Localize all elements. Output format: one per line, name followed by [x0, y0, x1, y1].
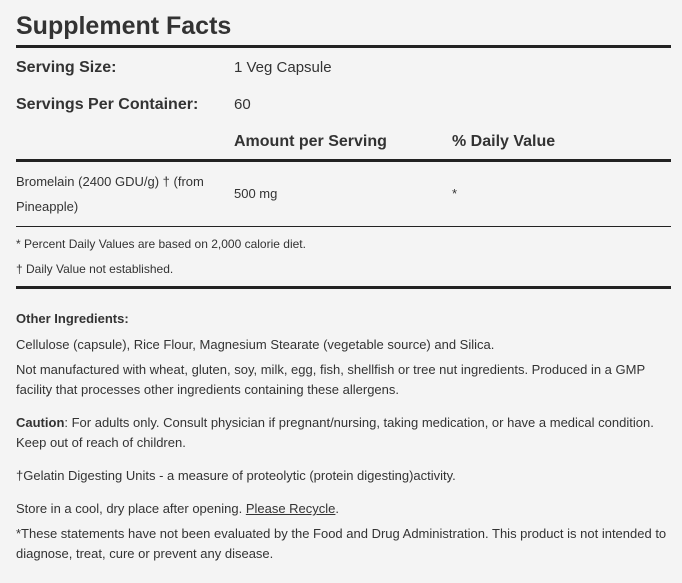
- header-rule: [16, 45, 671, 48]
- caution-statement: [16, 413, 671, 453]
- ingredient-daily-value: *: [452, 186, 458, 201]
- column-header-rule: [16, 159, 671, 162]
- page-title: Supplement Facts: [16, 12, 232, 40]
- serving-size-value: 1 Veg Capsule: [234, 59, 332, 76]
- amount-per-serving-header: Amount per Serving: [234, 133, 387, 150]
- ingredient-amount: 500 mg: [234, 186, 278, 201]
- gdu-definition: †Gelatin Digesting Units - a measure of proteolytic (protein digesting)activity.: [16, 468, 456, 483]
- footnote-daily-values: * Percent Daily Values are based on 2,000 calorie diet.: [16, 237, 306, 251]
- footnote-dagger: † Daily Value not established.: [16, 262, 174, 276]
- footer-rule: [16, 286, 671, 289]
- ingredient-name: Bromelain (2400 GDU/g) † (from Pineapple): [16, 174, 204, 214]
- servings-per-container-value: 60: [234, 96, 251, 113]
- serving-size-label: Serving Size:: [16, 59, 117, 76]
- other-ingredients-heading: Other Ingredients:: [16, 311, 129, 326]
- other-ingredients-text: Cellulose (capsule), Rice Flour, Magnesium Stearate (vegetable source) and Silica.: [16, 337, 495, 352]
- ingredient-rule: [16, 226, 671, 227]
- storage-statement: [16, 499, 671, 519]
- servings-per-container-label: Servings Per Container:: [16, 96, 199, 113]
- storage-period: .: [335, 501, 340, 516]
- daily-value-header: % Daily Value: [452, 133, 556, 150]
- fda-disclaimer: *These statements have not been evaluated by the Food and Drug Administration. This product is not intended to diagnose, treat, cure or prevent any disease.: [16, 526, 667, 561]
- please-recycle-link[interactable]: Please Recycle: [245, 501, 336, 516]
- storage-text: Store in a cool, dry place after opening.: [16, 501, 246, 516]
- allergen-statement: Not manufactured with wheat, gluten, soy, milk, egg, fish, shellfish or tree nut ingredients. Produced in a GMP facility that processes other ingredients containing these allergens.: [16, 362, 645, 397]
- caution-label: Caution: [16, 415, 65, 430]
- caution-text: : For adults only. Consult physician if pregnant/nursing, taking medication, or have a medical condition. Keep out of reach of children.: [16, 415, 654, 450]
